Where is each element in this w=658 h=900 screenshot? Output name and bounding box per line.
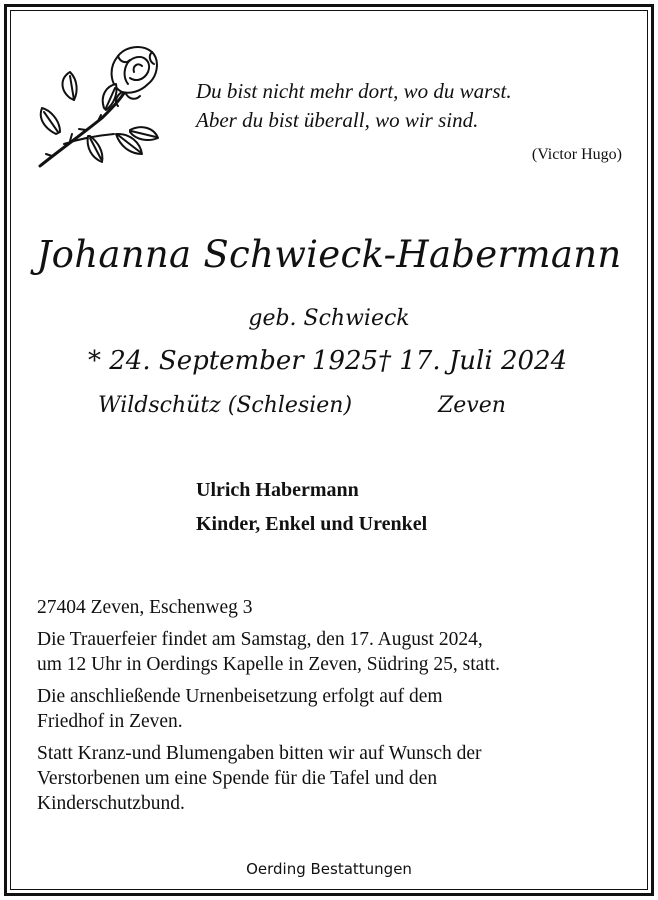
- rose-icon: [30, 38, 162, 178]
- maiden-name: geb. Schwieck: [248, 306, 410, 331]
- burial-paragraph: [37, 684, 637, 734]
- text-line: Friedhof in Zeven.: [37, 711, 183, 732]
- notice-body: [37, 595, 637, 823]
- mourners-list: [196, 473, 427, 541]
- text-line: Statt Kranz-und Blumengaben bitten wir auf Wunsch der: [37, 743, 482, 764]
- birth-date: * 24. September 1925: [88, 346, 379, 376]
- birth-place: Wildschütz (Schlesien): [98, 393, 353, 418]
- funeral-home-credit: Oerding Bestattungen: [246, 860, 412, 878]
- text-line: Die Trauerfeier findet am Samstag, den 17. August 2024,: [37, 629, 483, 650]
- mourner-line: Kinder, Enkel und Urenkel: [196, 513, 428, 535]
- funeral-paragraph: [37, 627, 637, 677]
- quote-line: Du bist nicht mehr dort, wo du warst.: [196, 79, 512, 103]
- quote-line: Aber du bist überall, wo wir sind.: [196, 108, 479, 132]
- death-date: † 17. Juli 2024: [378, 346, 568, 376]
- text-line: Verstorbenen um eine Spende für die Tafel und den: [37, 768, 438, 789]
- donation-paragraph: [37, 741, 637, 816]
- address-line: 27404 Zeven, Eschenweg 3: [37, 597, 253, 618]
- text-line: Die anschließende Urnenbeisetzung erfolgt auf dem: [37, 686, 443, 707]
- text-line: Kinderschutzbund.: [37, 793, 185, 814]
- death-place: Zeven: [438, 393, 506, 418]
- poem-quote: [196, 77, 512, 135]
- mourner-line: Ulrich Habermann: [196, 479, 359, 501]
- text-line: um 12 Uhr in Oerdings Kapelle in Zeven, Südring 25, statt.: [37, 654, 501, 675]
- deceased-name: Johanna Schwieck-Habermann: [36, 233, 622, 276]
- quote-author: (Victor Hugo): [531, 146, 622, 163]
